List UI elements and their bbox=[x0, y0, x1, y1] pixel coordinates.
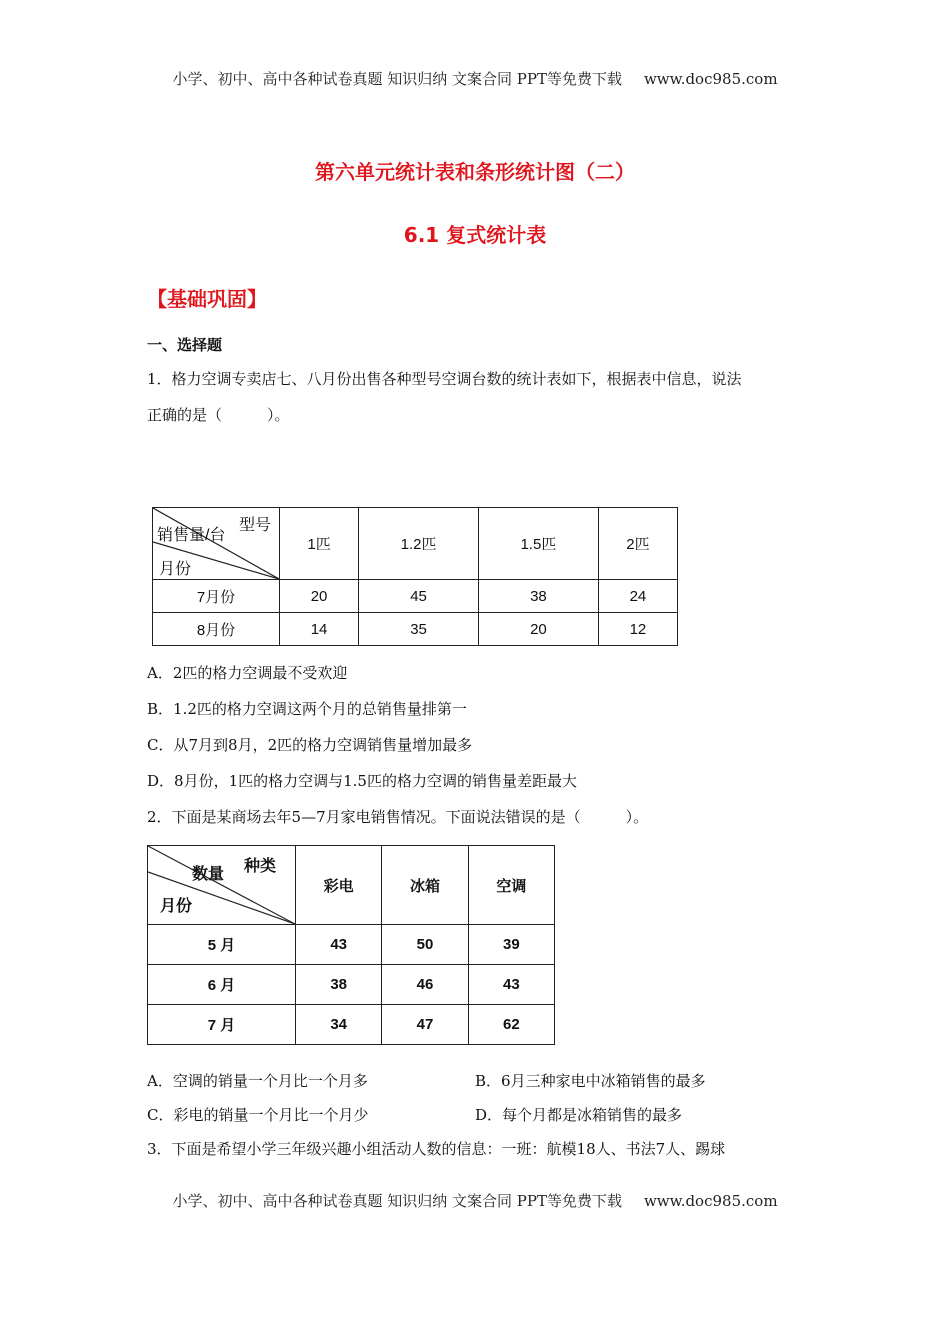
q2-table bbox=[147, 845, 555, 1045]
option-b: B．6月三种家电中冰箱销售的最多 bbox=[475, 1072, 706, 1090]
q1-table bbox=[152, 507, 678, 646]
page-header bbox=[0, 68, 950, 89]
column-header: 彩电 bbox=[296, 846, 382, 925]
table-cell: 43 bbox=[296, 925, 382, 965]
table-cell: 39 bbox=[468, 925, 554, 965]
header-url: www.doc985.com bbox=[643, 70, 778, 88]
option-a: A．2匹的格力空调最不受欢迎 bbox=[147, 664, 348, 682]
option-d: D．8月份，1匹的格力空调与1.5匹的格力空调的销售量差距最大 bbox=[147, 772, 577, 790]
table-cell: 47 bbox=[382, 1005, 468, 1045]
question-2-line1: 2．下面是某商场去年5—7月家电销售情况。下面说法错误的是（ ）。 bbox=[147, 808, 649, 826]
column-header: 2匹 bbox=[598, 508, 677, 580]
footer-url: www.doc985.com bbox=[643, 1192, 778, 1210]
table-cell: 38 bbox=[478, 580, 598, 613]
part-heading: 一、选择题 bbox=[147, 336, 223, 354]
table-row bbox=[148, 965, 555, 1005]
header-text: 小学、初中、高中各种试卷真题 知识归纳 文案合同 PPT等免费下载 bbox=[172, 70, 622, 88]
footer-text: 小学、初中、高中各种试卷真题 知识归纳 文案合同 PPT等免费下载 bbox=[172, 1192, 622, 1210]
question-1 bbox=[147, 361, 817, 433]
table-corner-cell bbox=[148, 846, 296, 925]
option-d: D．每个月都是冰箱销售的最多 bbox=[475, 1106, 683, 1124]
table-cell: 24 bbox=[598, 580, 677, 613]
table-cell: 20 bbox=[280, 580, 359, 613]
corner-top-label: 型号 bbox=[239, 517, 272, 534]
option-c: C．彩电的销量一个月比一个月少 bbox=[147, 1106, 369, 1124]
question-3-line1: 3．下面是希望小学三年级兴趣小组活动人数的信息：一班：航模18人、书法7人、踢球 bbox=[147, 1140, 726, 1158]
corner-bottom-label: 月份 bbox=[160, 898, 193, 915]
column-header: 空调 bbox=[468, 846, 554, 925]
row-label: 8月份 bbox=[153, 613, 280, 646]
corner-top-label: 种类 bbox=[244, 858, 277, 875]
table-cell: 45 bbox=[359, 580, 479, 613]
corner-mid-label: 数量 bbox=[192, 866, 225, 883]
table-row bbox=[153, 580, 678, 613]
table-cell: 34 bbox=[296, 1005, 382, 1045]
q1-options bbox=[147, 655, 817, 835]
page-subtitle: 6.1 复式统计表 bbox=[403, 223, 547, 247]
table-corner-cell bbox=[153, 508, 280, 580]
corner-bottom-label: 月份 bbox=[159, 561, 192, 578]
row-label: 7 月 bbox=[148, 1005, 296, 1045]
option-c: C．从7月到8月，2匹的格力空调销售量增加最多 bbox=[147, 736, 473, 754]
row-label: 5 月 bbox=[148, 925, 296, 965]
column-header: 1.2匹 bbox=[359, 508, 479, 580]
table-cell: 20 bbox=[478, 613, 598, 646]
column-header: 冰箱 bbox=[382, 846, 468, 925]
page-title: 第六单元统计表和条形统计图（二） bbox=[315, 160, 635, 184]
table-cell: 62 bbox=[468, 1005, 554, 1045]
table-row bbox=[148, 925, 555, 965]
table-cell: 12 bbox=[598, 613, 677, 646]
table-header-row bbox=[153, 508, 678, 580]
column-header: 1匹 bbox=[280, 508, 359, 580]
table-cell: 43 bbox=[468, 965, 554, 1005]
table-cell: 50 bbox=[382, 925, 468, 965]
question-1-line2: 正确的是（ ）。 bbox=[147, 406, 290, 424]
option-a: A．空调的销量一个月比一个月多 bbox=[147, 1072, 368, 1090]
table-cell: 46 bbox=[382, 965, 468, 1005]
question-1-line1: 1．格力空调专卖店七、八月份出售各种型号空调台数的统计表如下，根据表中信息，说法 bbox=[147, 370, 742, 388]
corner-mid-label: 销售量/台 bbox=[157, 527, 226, 544]
table-row bbox=[148, 1005, 555, 1045]
column-header: 1.5匹 bbox=[478, 508, 598, 580]
row-label: 7月份 bbox=[153, 580, 280, 613]
row-label: 6 月 bbox=[148, 965, 296, 1005]
page-footer bbox=[0, 1190, 950, 1211]
table-header-row bbox=[148, 846, 555, 925]
option-b: B．1.2匹的格力空调这两个月的总销售量排第一 bbox=[147, 700, 467, 718]
section-heading: 【基础巩固】 bbox=[147, 287, 267, 311]
table-cell: 14 bbox=[280, 613, 359, 646]
table-cell: 35 bbox=[359, 613, 479, 646]
table-row bbox=[153, 613, 678, 646]
table-cell: 38 bbox=[296, 965, 382, 1005]
